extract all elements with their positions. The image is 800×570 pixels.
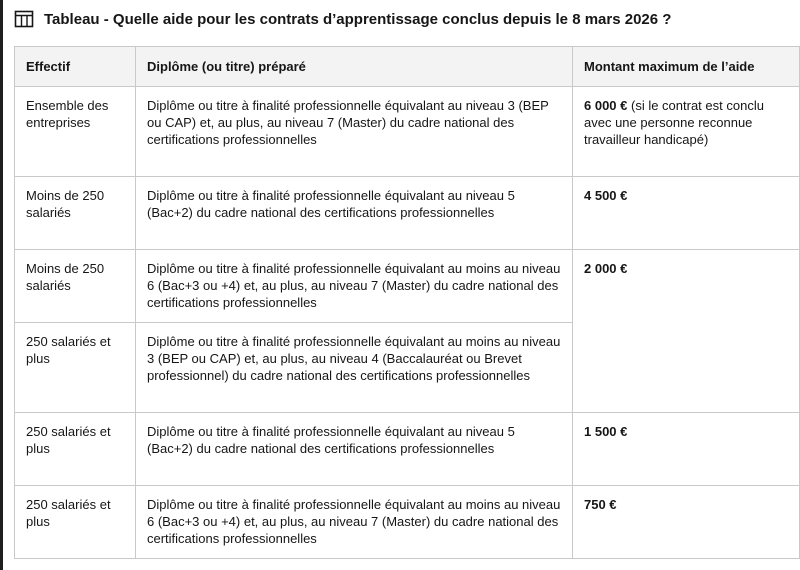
cell-diplome: Diplôme ou titre à finalité professionnelle équivalant au moins au niveau 3 (BEP ou CAP) et, au plus, au niveau 4 (Baccalauréat ou Brevet professionnel) du cadre national des certifications professionnelles xyxy=(136,323,573,413)
cell-diplome: Diplôme ou titre à finalité professionnelle équivalant au niveau 5 (Bac+2) du cadre national des certifications professionnelles xyxy=(136,177,573,250)
cell-montant xyxy=(573,413,800,486)
amount-value: 4 500 € xyxy=(584,188,628,203)
cell-diplome: Diplôme ou titre à finalité professionnelle équivalant au niveau 3 (BEP ou CAP) et, au plus, au niveau 7 (Master) du cadre national des certifications professionnelles xyxy=(136,87,573,177)
cell-effectif: Ensemble des entreprises xyxy=(15,87,136,177)
table-row xyxy=(15,413,800,486)
cell-effectif: Moins de 250 salariés xyxy=(15,177,136,250)
amount-value: 1 500 € xyxy=(584,424,628,439)
amount-value: 6 000 € xyxy=(584,98,628,113)
cell-effectif: Moins de 250 salariés xyxy=(15,250,136,323)
table-icon xyxy=(14,9,34,29)
cell-diplome: Diplôme ou titre à finalité professionnelle équivalant au niveau 5 (Bac+2) du cadre national des certifications professionnelles xyxy=(136,413,573,486)
amount-value: 2 000 € xyxy=(584,261,628,276)
cell-diplome: Diplôme ou titre à finalité professionnelle équivalant au moins au niveau 6 (Bac+3 ou +4) et, au plus, au niveau 7 (Master) du cadre national des certifications professionnelles xyxy=(136,486,573,559)
aid-table xyxy=(14,46,800,559)
cell-effectif: 250 salariés et plus xyxy=(15,323,136,413)
table-caption xyxy=(14,8,671,30)
cell-montant xyxy=(573,250,800,413)
header-montant: Montant maximum de l’aide xyxy=(573,47,800,87)
cell-effectif: 250 salariés et plus xyxy=(15,486,136,559)
table-row xyxy=(15,177,800,250)
table-row xyxy=(15,87,800,177)
table-row xyxy=(15,486,800,559)
cell-montant xyxy=(573,486,800,559)
table-row xyxy=(15,250,800,323)
cell-effectif: 250 salariés et plus xyxy=(15,413,136,486)
amount-value: 750 € xyxy=(584,497,617,512)
table-title: Tableau - Quelle aide pour les contrats d’apprentissage conclus depuis le 8 mars 2026 ? xyxy=(44,10,672,28)
table-header-row xyxy=(15,47,800,87)
amount-note: (si le contrat est conclu avec une personne reconnue travailleur handicapé) xyxy=(584,98,764,147)
cell-montant xyxy=(573,177,800,250)
header-effectif: Effectif xyxy=(15,47,136,87)
header-diplome: Diplôme (ou titre) préparé xyxy=(136,47,573,87)
cell-montant xyxy=(573,87,800,177)
aid-table-container xyxy=(14,46,799,559)
left-border-rule xyxy=(0,0,3,570)
cell-diplome: Diplôme ou titre à finalité professionnelle équivalant au moins au niveau 6 (Bac+3 ou +4) et, au plus, au niveau 7 (Master) du cadre national des certifications professionnelles xyxy=(136,250,573,323)
